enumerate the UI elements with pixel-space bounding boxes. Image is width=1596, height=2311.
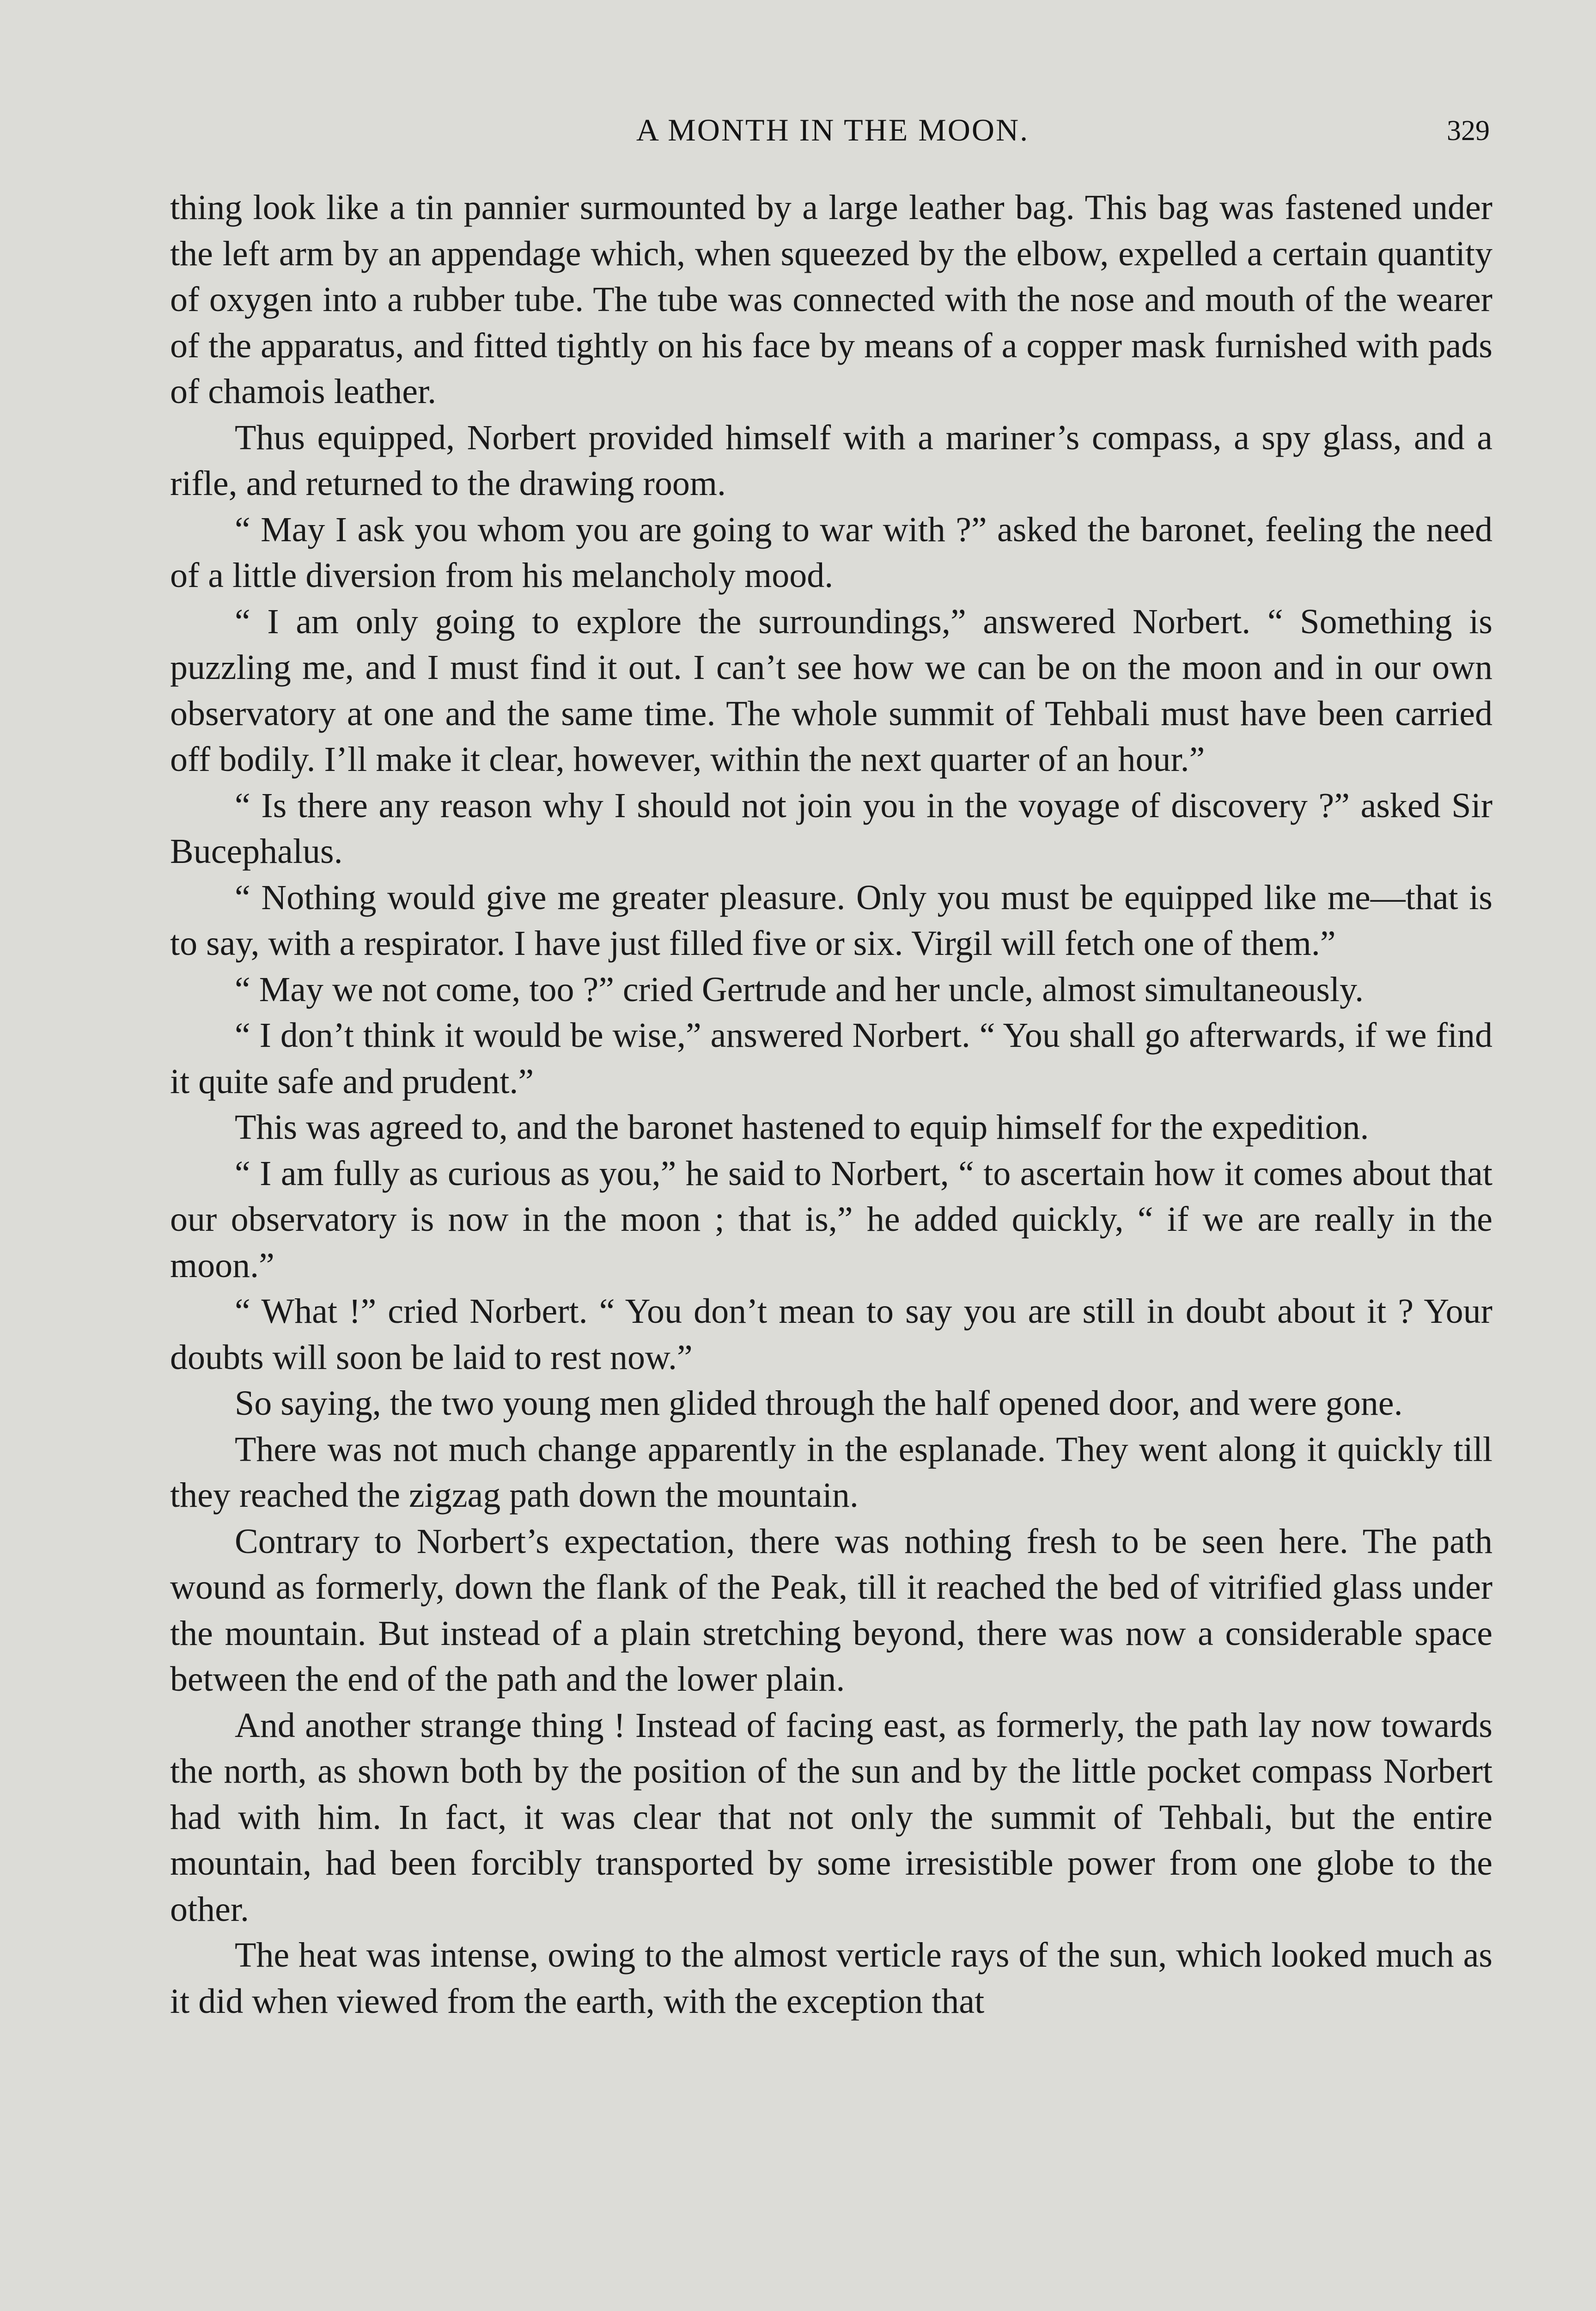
- running-title: A MONTH IN THE MOON.: [636, 112, 1029, 147]
- body-text: [170, 185, 1492, 2024]
- paragraph: Thus equipped, Norbert provided himself with a mariner’s compass, a spy glass, and a rifle, and returned to the drawing room.: [170, 418, 1492, 503]
- paragraph: There was not much change apparently in the esplanade. They went along it quickly till they reached the zigzag path down the mountain.: [170, 1430, 1492, 1515]
- paragraph: “ I am only going to explore the surroundings,” answered Norbert. “ Something is puzzling me, and I must find it out. I can’t see how we can be on the moon and in our own observatory at one and the same time. The whole summit of Tehbali must have been carried off bodily. I’ll make it clear, however, within the next quarter of an hour.”: [170, 602, 1492, 779]
- paragraph: This was agreed to, and the baronet hastened to equip himself for the expedition.: [235, 1108, 1369, 1147]
- paragraph: “ May we not come, too ?” cried Gertrude and her uncle, almost simultaneously.: [235, 970, 1364, 1009]
- paragraph: The heat was intense, owing to the almost verticle rays of the sun, which looked much as it did when viewed from the earth, with the exception that: [170, 1936, 1492, 2021]
- paragraph: “ I am fully as curious as you,” he said to Norbert, “ to ascertain how it comes about that our observatory is now in the moon ; that is,” he added quickly, “ if we are really in the moon.”: [170, 1154, 1492, 1285]
- paragraph: “ Is there any reason why I should not join you in the voyage of discovery ?” asked Sir Bucephalus.: [170, 786, 1492, 871]
- paragraph: Contrary to Norbert’s expectation, there was nothing fresh to be seen here. The path wound as formerly, down the flank of the Peak, till it reached the bed of vitrified glass under the mountain. But instead of a plain stretching beyond, there was now a considerable space between the end of the path and the lower plain.: [170, 1522, 1492, 1699]
- paragraph: So saying, the two young men glided through the half opened door, and were gone.: [235, 1384, 1403, 1423]
- paragraph: “ I don’t think it would be wise,” answered Norbert. “ You shall go afterwards, if we find it quite safe and prudent.”: [170, 1016, 1492, 1101]
- paragraph: “ What !” cried Norbert. “ You don’t mean to say you are still in doubt about it ? Your doubts will soon be laid to rest now.”: [170, 1292, 1492, 1377]
- page-number: 329: [1447, 115, 1490, 147]
- page-header: [176, 112, 1490, 167]
- paragraph: “ Nothing would give me greater pleasure. Only you must be equipped like me—that is to say, with a respirator. I have just filled five or six. Virgil will fetch one of them.”: [170, 878, 1492, 963]
- paragraph: And another strange thing ! Instead of facing east, as formerly, the path lay now towards the north, as shown both by the position of the sun and by the little pocket compass Norbert had with him. In fact, it was clear that not only the summit of Tehbali, but the entire mountain, had been forcibly transported by some irresistible power from one globe to the other.: [170, 1706, 1492, 1929]
- paragraph: “ May I ask you whom you are going to war with ?” asked the baronet, feeling the need of a little diversion from his melancholy mood.: [170, 510, 1492, 595]
- paragraph: thing look like a tin pannier surmounted by a large leather bag. This bag was fastened under the left arm by an appendage which, when squeezed by the elbow, expelled a certain quantity of oxygen into a rubber tube. The tube was connected with the nose and mouth of the wearer of the apparatus, and fitted tightly on his face by means of a copper mask furnished with pads of chamois leather.: [170, 188, 1492, 411]
